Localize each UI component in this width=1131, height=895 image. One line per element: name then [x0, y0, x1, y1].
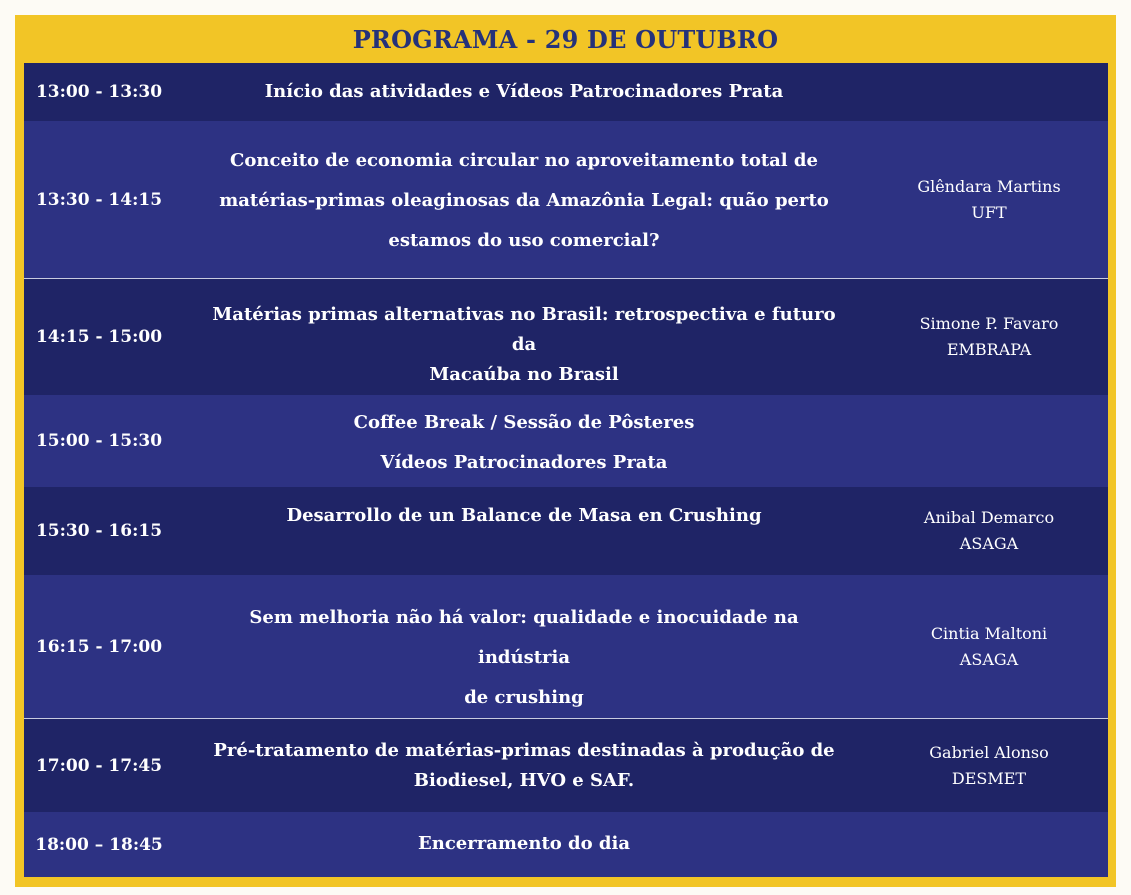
- talk-line: Macaúba no Brasil: [429, 364, 619, 385]
- row-time: 15:00 - 15:30: [35, 431, 163, 451]
- talk-line: Desarrollo de un Balance de Masa en Crushing: [286, 505, 762, 526]
- row-speaker: [864, 719, 1114, 812]
- schedule-row: [24, 812, 1108, 877]
- program-frame: [15, 15, 1116, 887]
- row-talk: [204, 79, 844, 105]
- talk-line: estamos do uso comercial?: [388, 230, 660, 251]
- row-time: 15:30 - 16:15: [35, 521, 163, 541]
- row-talk: [204, 503, 844, 529]
- talk-line: Pré-tratamento de matérias-primas destinadas à produção de: [213, 740, 835, 761]
- speaker-name: Simone P. Favaro: [919, 314, 1059, 333]
- row-talk: [204, 300, 844, 390]
- program-title: PROGRAMA - 29 DE OUTUBRO: [352, 24, 779, 54]
- talk-line: Sem melhoria não há valor: qualidade e inocuidade na indústria: [249, 607, 799, 668]
- schedule-row: [24, 63, 1108, 121]
- speaker-name: Glêndara Martins: [917, 176, 1061, 196]
- speaker-name: Anibal Demarco: [923, 508, 1055, 527]
- row-time: 13:30 - 14:15: [35, 189, 163, 210]
- schedule-row: [24, 121, 1108, 278]
- talk-line: Biodiesel, HVO e SAF.: [413, 770, 635, 791]
- row-talk: [204, 403, 844, 483]
- talk-line: Coffee Break / Sessão de Pôsteres: [353, 412, 695, 433]
- row-speaker: [864, 575, 1114, 718]
- speaker-name: Cintia Maltoni: [930, 623, 1048, 643]
- row-talk: [204, 831, 844, 857]
- speaker-name: Gabriel Alonso: [929, 742, 1049, 762]
- schedule-row: [24, 575, 1108, 718]
- talk-line: Início das atividades e Vídeos Patrocinadores Prata: [264, 81, 784, 102]
- row-time: 17:00 - 17:45: [35, 755, 163, 776]
- row-time: 13:00 - 13:30: [35, 82, 163, 102]
- speaker-org: EMBRAPA: [946, 340, 1032, 359]
- schedule-row: [24, 278, 1108, 395]
- talk-line: de crushing: [464, 687, 584, 708]
- row-speaker: [864, 279, 1114, 395]
- talk-line: Encerramento do dia: [418, 833, 630, 854]
- row-time: 14:15 - 15:00: [35, 327, 163, 347]
- speaker-org: ASAGA: [959, 649, 1019, 669]
- row-speaker: [864, 487, 1114, 575]
- schedule-row: [24, 718, 1108, 812]
- speaker-org: UFT: [971, 202, 1007, 222]
- row-talk: [204, 141, 844, 261]
- row-speaker: [864, 121, 1114, 278]
- row-talk: [204, 736, 844, 796]
- speaker-org: DESMET: [951, 768, 1027, 788]
- row-talk: [204, 598, 844, 718]
- speaker-org: ASAGA: [959, 534, 1019, 553]
- talk-line: Matérias primas alternativas no Brasil: retrospectiva e futuro da: [212, 304, 836, 355]
- schedule-row: [24, 487, 1108, 575]
- talk-line: Vídeos Patrocinadores Prata: [380, 452, 668, 473]
- row-time: 18:00 – 18:45: [35, 834, 163, 855]
- talk-line: matérias-primas oleaginosas da Amazônia Legal: quão perto: [219, 190, 829, 211]
- talk-line: Conceito de economia circular no aproveitamento total de: [230, 150, 818, 171]
- schedule-row: [24, 395, 1108, 487]
- row-time: 16:15 - 17:00: [35, 636, 163, 657]
